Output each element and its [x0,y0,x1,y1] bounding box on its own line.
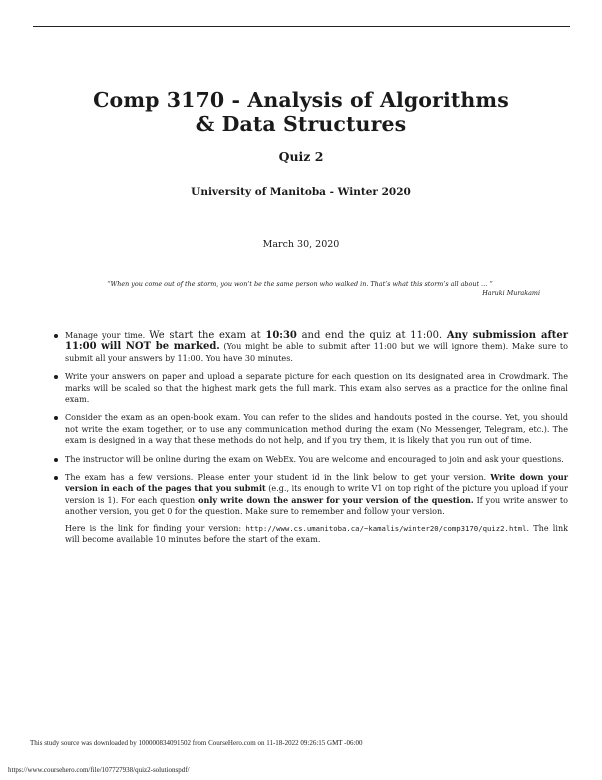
bullet-icon [54,416,58,420]
quiz-label: Quiz 2 [278,149,324,164]
r5-a: The exam has a few versions. Please enter your student id in the link below to get your version. [65,473,491,483]
instruction-upload [52,371,568,405]
page-title [0,88,602,136]
instructions-list [52,330,568,553]
r3-text: Consider the exam as an open-book exam. You can refer to the slides and handouts posted in the course. Yet, you should not write the exam together, or to use any communication method during the exam (No Messenger, Telegram, etc.). The exam is designed in a way that these methods do not help, and if you try them, it is likely that you run out of time. [65,413,568,446]
instruction-versions [52,472,568,545]
top-rule [33,26,570,27]
title-line-1: Comp 3170 - Analysis of Algorithms [93,88,509,112]
r5-f: Here is the link for finding your version: [65,523,246,533]
r1-d: and end the quiz at 11:00. [296,330,447,341]
source-url: https://www.coursehero.com/file/107727938/quiz2-solutionspdf/ [8,766,190,774]
r5-d: only write down the answer for your version of the question. [198,494,474,505]
r1-f: (You might be able to submit after 11:00 but we will ignore them). Make sure to submit all your answers by 11:00. You have 30 minutes. [65,342,568,363]
r1-b: We start the exam at [149,330,266,341]
download-note: This study source was downloaded by 100000834091502 from CourseHero.com on 11-18-2022 09:26:15 GMT -06:00 [30,739,363,747]
instruction-open-book [52,412,568,446]
r1-a: Manage your time. [65,331,150,340]
title-line-2: & Data Structures [195,112,407,136]
bullet-icon [54,375,58,379]
r2-text: Write your answers on paper and upload a separate picture for each question on its designated area in Crowdmark. The marks will be scaled so that the highest mark gets the full mark. This exam also serves as a practice for the online final exam. [65,372,568,405]
r1-e: Any submission after 11:00 will NOT be marked. [65,330,568,353]
university-label: University of Manitoba - Winter 2020 [191,186,411,198]
quote-author: Haruki Murakami [482,289,540,297]
instruction-webex [52,454,568,465]
bullet-icon [54,476,58,480]
r5-e: If you write answer to another version, you get 0 for the question. Make sure to remember and follow your version. [65,495,568,517]
r5-b: Write down your version in each of the pages that you submit [65,472,568,494]
bullet-icon [54,334,58,338]
epigraph [60,280,540,298]
bullet-icon [54,458,58,462]
r5-h: . The link will become available 10 minutes before the start of the exam. [65,523,569,545]
r5-c: (e.g., its enough to write V1 on top right of the picture you upload if your version is 1). For each question [65,484,568,505]
r4-text: The instructor will be online during the exam on WebEx. You are welcome and encouraged to join and ask your questions. [65,454,564,464]
r1-c: 10:30 [265,330,297,341]
version-link[interactable]: http://www.cs.umanitoba.ca/~kamalis/winter20/comp3170/quiz2.html [245,523,527,533]
quote-text: “When you come out of the storm, you won’t be the same person who walked in. That’s what this storm’s all about … ” [107,280,493,288]
exam-date: March 30, 2020 [262,239,340,250]
instruction-time [52,330,568,364]
